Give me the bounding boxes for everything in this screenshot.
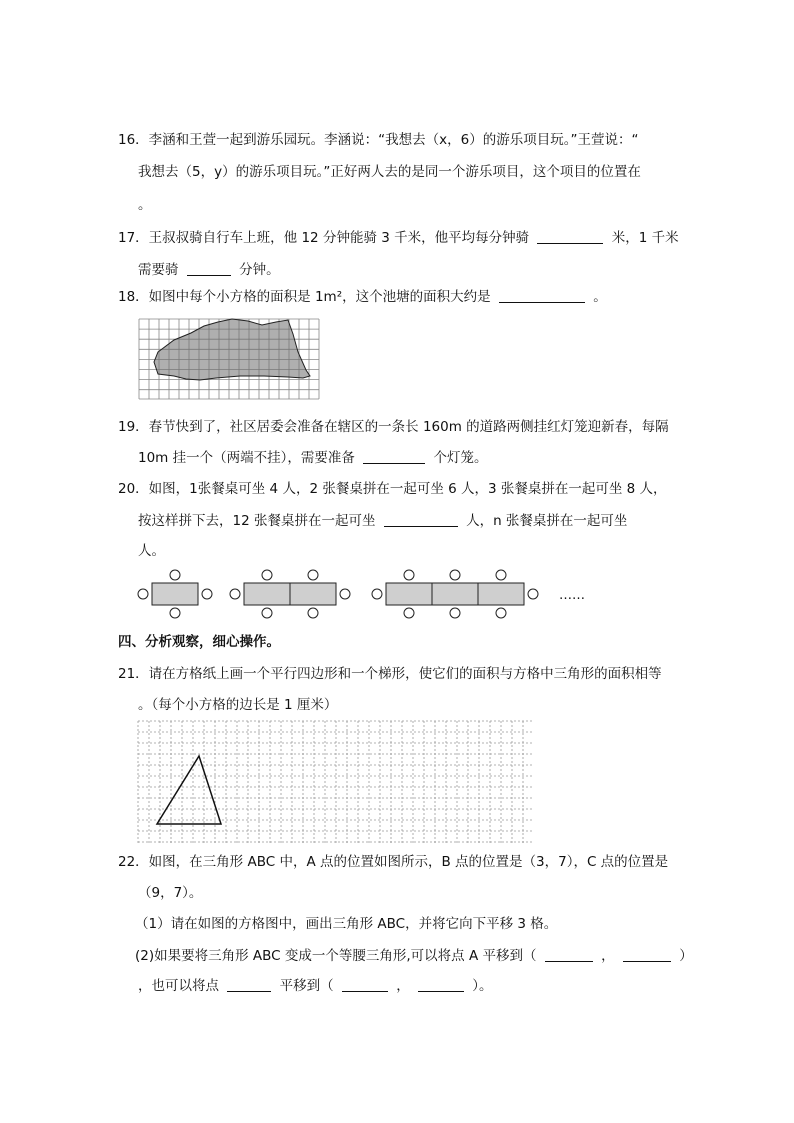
- triangle-grid-figure[interactable]: [137, 720, 533, 844]
- pond-shape: [154, 319, 310, 380]
- reference-triangle: [157, 756, 221, 824]
- q22-text-p2c: ）: [679, 948, 693, 964]
- q16-line1: 16．李涵和王萱一起到游乐园玩。李涵说：“我想去（x，6）的游乐项目玩。”王萱说：“: [118, 132, 639, 148]
- seat: [372, 589, 382, 599]
- seat: [450, 570, 460, 580]
- q22-text-p3a: ，也可以将点: [138, 978, 219, 994]
- q22-line2: （9，7）。: [138, 885, 203, 901]
- q18-blank-area[interactable]: [499, 288, 585, 303]
- q19-text-a: 10m 挂一个（两端不挂），需要准备: [138, 450, 355, 466]
- q17-text-c: 需要骑: [138, 262, 179, 278]
- q18-line1: [118, 288, 607, 306]
- q22-part1: （1）请在如图的方格图中，画出三角形 ABC，并将它向下平移 3 格。: [135, 916, 558, 932]
- q22-blank-y[interactable]: [418, 977, 464, 992]
- q17-text-d: 分钟。: [239, 262, 280, 278]
- q22-text-p3b: 平移到（: [279, 978, 334, 994]
- q17-blank-minutes[interactable]: [187, 261, 231, 276]
- tables-ellipsis: ……: [559, 588, 585, 603]
- q20-line2: [138, 512, 627, 530]
- seat: [450, 608, 460, 618]
- seat: [262, 570, 272, 580]
- seat: [496, 608, 506, 618]
- q22-text-p2b: ，: [601, 948, 615, 964]
- q18-text-b: 。: [593, 289, 607, 305]
- q17-text-b: 米，1 千米: [611, 230, 679, 246]
- seat: [202, 589, 212, 599]
- q16-line3: 。: [138, 197, 152, 213]
- seat: [340, 589, 350, 599]
- q22-blank-a-x[interactable]: [545, 947, 593, 962]
- q22-text-p3c: ，: [396, 978, 410, 994]
- q16-line2: 我想去（5，y）的游乐项目玩。”正好两人去的是同一个游乐项目，这个项目的位置在: [138, 164, 641, 180]
- q20-text-a: 按这样拼下去，12 张餐桌拼在一起可坐: [138, 513, 376, 529]
- q22-text-p3d: ）。: [472, 978, 493, 994]
- seat: [138, 589, 148, 599]
- q22-part2: [135, 947, 693, 965]
- q21-line1: 21．请在方格纸上画一个平行四边形和一个梯形，使它们的面积与方格中三角形的面积相等: [118, 666, 662, 682]
- q19-line1: 19．春节快到了，社区居委会准备在辖区的一条长 160m 的道路两侧挂红灯笼迎新春，每隔: [118, 419, 669, 435]
- seat: [262, 608, 272, 618]
- q21-line2: 。（每个小方格的边长是 1 厘米）: [138, 697, 338, 713]
- q17-blank-speed[interactable]: [537, 229, 603, 244]
- seat: [496, 570, 506, 580]
- q18-text-a: 18．如图中每个小方格的面积是 1m²，这个池塘的面积大约是: [118, 289, 491, 305]
- seat: [404, 608, 414, 618]
- seat: [404, 570, 414, 580]
- seat: [528, 589, 538, 599]
- q20-blank-12-tables[interactable]: [384, 512, 458, 527]
- table-3c: [478, 583, 524, 605]
- table-2b: [290, 583, 336, 605]
- q22-blank-point[interactable]: [227, 977, 271, 992]
- q17-line2: [138, 261, 280, 279]
- seat: [308, 608, 318, 618]
- table-3b: [432, 583, 478, 605]
- q19-line2: [138, 449, 487, 467]
- seat: [170, 608, 180, 618]
- seat: [230, 589, 240, 599]
- q22-blank-a-y[interactable]: [623, 947, 671, 962]
- q22-part3: [138, 977, 493, 995]
- q22-text-p2a: (2)如果要将三角形 ABC 变成一个等腰三角形,可以将点 A 平移到（: [135, 948, 537, 964]
- section-4-title: 四、分析观察，细心操作。: [118, 634, 280, 650]
- q20-line3: 人。: [138, 543, 165, 559]
- q22-line1: 22．如图，在三角形 ABC 中，A 点的位置如图所示，B 点的位置是（3，7），C 点的位置是: [118, 854, 669, 870]
- seat: [170, 570, 180, 580]
- q19-text-b: 个灯笼。: [433, 450, 488, 466]
- pond-grid-figure: [138, 318, 320, 400]
- q20-text-b: 人，n 张餐桌拼在一起可坐: [466, 513, 628, 529]
- q19-blank-lanterns[interactable]: [363, 449, 425, 464]
- q20-line1: 20．如图，1张餐桌可坐 4 人，2 张餐桌拼在一起可坐 6 人，3 张餐桌拼在一起可坐 8 人，: [118, 481, 667, 497]
- seat: [308, 570, 318, 580]
- q17-text-a: 17．王叔叔骑自行车上班，他 12 分钟能骑 3 千米，他平均每分钟骑: [118, 230, 530, 246]
- table-1: [152, 583, 198, 605]
- table-3a: [386, 583, 432, 605]
- q22-blank-x[interactable]: [342, 977, 388, 992]
- q17-line1: [118, 229, 679, 247]
- table-2a: [244, 583, 290, 605]
- tables-figure: [135, 568, 600, 620]
